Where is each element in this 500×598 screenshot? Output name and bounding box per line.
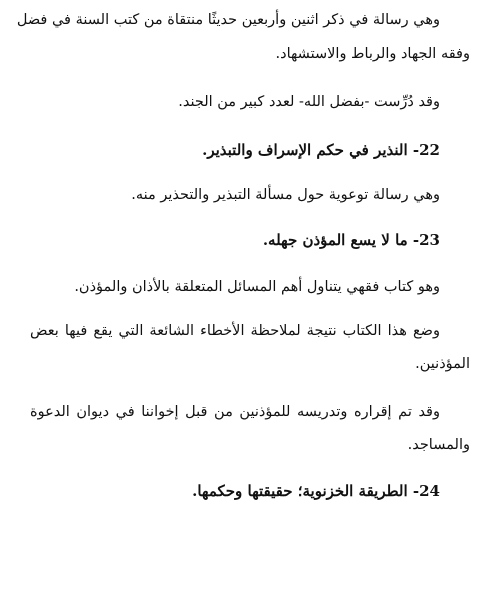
paragraph-line: وهي رسالة توعوية حول مسألة التبذير والتحذير منه.	[131, 187, 440, 203]
section-heading: 23- ما لا يسع المؤذن جهله.	[262, 231, 440, 249]
section-heading: 24- الطريقة الخزنوية؛ حقيقتها وحكمها.	[192, 482, 440, 500]
paragraph-line: المؤذنين.	[415, 356, 470, 372]
paragraph-line: والمساجد.	[407, 437, 470, 453]
paragraph-line: وفقه الجهاد والرباط والاستشهاد.	[275, 46, 470, 62]
paragraph-line: وهو كتاب فقهي يتناول أهم المسائل المتعلقة بالأذان والمؤذن.	[74, 279, 440, 295]
paragraph-line: وقد تم إقراره وتدريسه للمؤذنين من قبل إخواننا في ديوان الدعوة	[30, 404, 440, 420]
paragraph-line: وهي رسالة في ذكر اثنين وأربعين حديثًا منتقاة من كتب السنة في فضل	[16, 12, 440, 28]
section-heading: 22- النذير في حكم الإسراف والتبذير.	[202, 141, 440, 159]
paragraph-line: وضع هذا الكتاب نتيجة لملاحظة الأخطاء الشائعة التي يقع فيها بعض	[30, 323, 440, 339]
paragraph-line: وقد دُرِّست -بفضل الله- لعدد كبير من الجند.	[178, 94, 440, 110]
